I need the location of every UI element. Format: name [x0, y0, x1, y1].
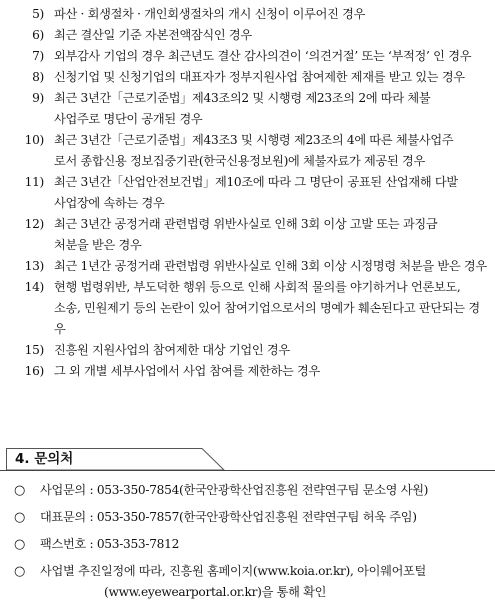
circle-bullet-icon: ○ — [14, 537, 26, 552]
list-item-text: 처분을 받은 경우 — [54, 238, 142, 252]
list-item-number: 5) — [32, 7, 44, 21]
circle-bullet-icon: ○ — [14, 483, 26, 498]
list-item — [0, 46, 495, 67]
list-item-text: 그 외 개별 세부사업에서 사업 참여를 제한하는 경우 — [54, 364, 320, 378]
list-item-text: 로서 종합신용 정보집중기관(한국신용정보원)에 체불자료가 제공된 경우 — [54, 154, 425, 168]
restriction-list — [0, 4, 495, 382]
list-item — [0, 88, 495, 130]
list-item-text: 최근 결산일 기준 자본전액잠식인 경우 — [54, 28, 252, 42]
list-item-text: 최근 1년간 공정거래 관련법령 위반사실로 인해 3회 이상 시정명령 처분을 받은 경우 — [54, 259, 487, 273]
list-item-number: 9) — [32, 91, 44, 105]
list-item-text: 사업장에 속하는 경우 — [54, 196, 165, 210]
list-item-number: 16) — [24, 364, 44, 378]
contact-text: (www.eyewearportal.or.kr)을 통해 확인 — [104, 585, 327, 599]
list-item-text: 외부감사 기업의 경우 최근년도 결산 감사의견이 ‘의견거절’ 또는 ‘부적정’ 인 경우 — [54, 49, 472, 63]
list-item-number: 7) — [32, 49, 44, 63]
list-item — [0, 256, 495, 277]
contact-text: 사업별 추진일정에 따라, 진흥원 홈페이지(www.koia.or.kr), 아이웨어포털 — [40, 564, 427, 578]
list-item-text: 파산 · 회생절차 · 개인회생절차의 개시 신청이 이루어진 경우 — [54, 7, 366, 21]
list-item — [0, 214, 495, 256]
section-divider — [0, 470, 495, 471]
list-item-text: 진흥원 지원사업의 참여제한 대상 기업인 경우 — [54, 343, 290, 357]
contact-item — [0, 480, 495, 501]
list-item-number: 8) — [32, 70, 44, 84]
contact-item — [0, 507, 495, 528]
contact-text: 사업문의 : 053-350-7854(한국안광학산업진흥원 전략연구팀 문소영 사원) — [40, 483, 429, 497]
list-item — [0, 361, 495, 382]
list-item — [0, 25, 495, 46]
circle-bullet-icon: ○ — [14, 510, 26, 525]
contact-list — [0, 480, 495, 609]
list-item — [0, 4, 495, 25]
section-title: 4. 문의처 — [15, 451, 74, 467]
list-item — [0, 130, 495, 172]
list-item — [0, 67, 495, 88]
list-item-number: 14) — [24, 280, 44, 294]
contact-text: 대표문의 : 053-350-7857(한국안광학산업진흥원 전략연구팀 허욱 주임) — [40, 510, 417, 524]
list-item — [0, 277, 495, 340]
contact-item — [0, 534, 495, 555]
list-item-number: 6) — [32, 28, 44, 42]
list-item-text: 최근 3년간「근로기준법」제43조3 및 시행령 제23조의 4에 따른 체불사업주 — [54, 133, 454, 147]
contact-item — [0, 561, 495, 603]
circle-bullet-icon: ○ — [14, 564, 26, 579]
section-heading — [6, 448, 216, 470]
list-item — [0, 172, 495, 214]
list-item-text: 현행 법령위반, 부도덕한 행위 등으로 인해 사회적 물의를 야기하거나 언론보도, — [54, 280, 461, 294]
contact-text: 팩스번호 : 053-353-7812 — [40, 537, 180, 551]
list-item-number: 12) — [24, 217, 44, 231]
list-item-number: 10) — [24, 133, 44, 147]
list-item-text: 소송, 민원제기 등의 논란이 있어 참여기업으로서의 명예가 훼손된다고 판단되는 경우 — [54, 301, 480, 336]
list-item-text: 최근 3년간「근로기준법」제43조의2 및 시행령 제23조의 2에 따라 체불 — [54, 91, 431, 105]
list-item-number: 11) — [24, 175, 44, 189]
list-item-number: 15) — [24, 343, 44, 357]
list-item-text: 사업주로 명단이 공개된 경우 — [54, 112, 203, 126]
list-item-text: 신청기업 및 신청기업의 대표자가 정부지원사업 참여제한 제재를 받고 있는 경우 — [54, 70, 465, 84]
list-item — [0, 340, 495, 361]
list-item-text: 최근 3년간 공정거래 관련법령 위반사실로 인해 3회 이상 고발 또는 과징금 — [54, 217, 438, 231]
list-item-number: 13) — [24, 259, 44, 273]
list-item-text: 최근 3년간「산업안전보건법」제10조에 따라 그 명단이 공표된 산업재해 다발 — [54, 175, 458, 189]
